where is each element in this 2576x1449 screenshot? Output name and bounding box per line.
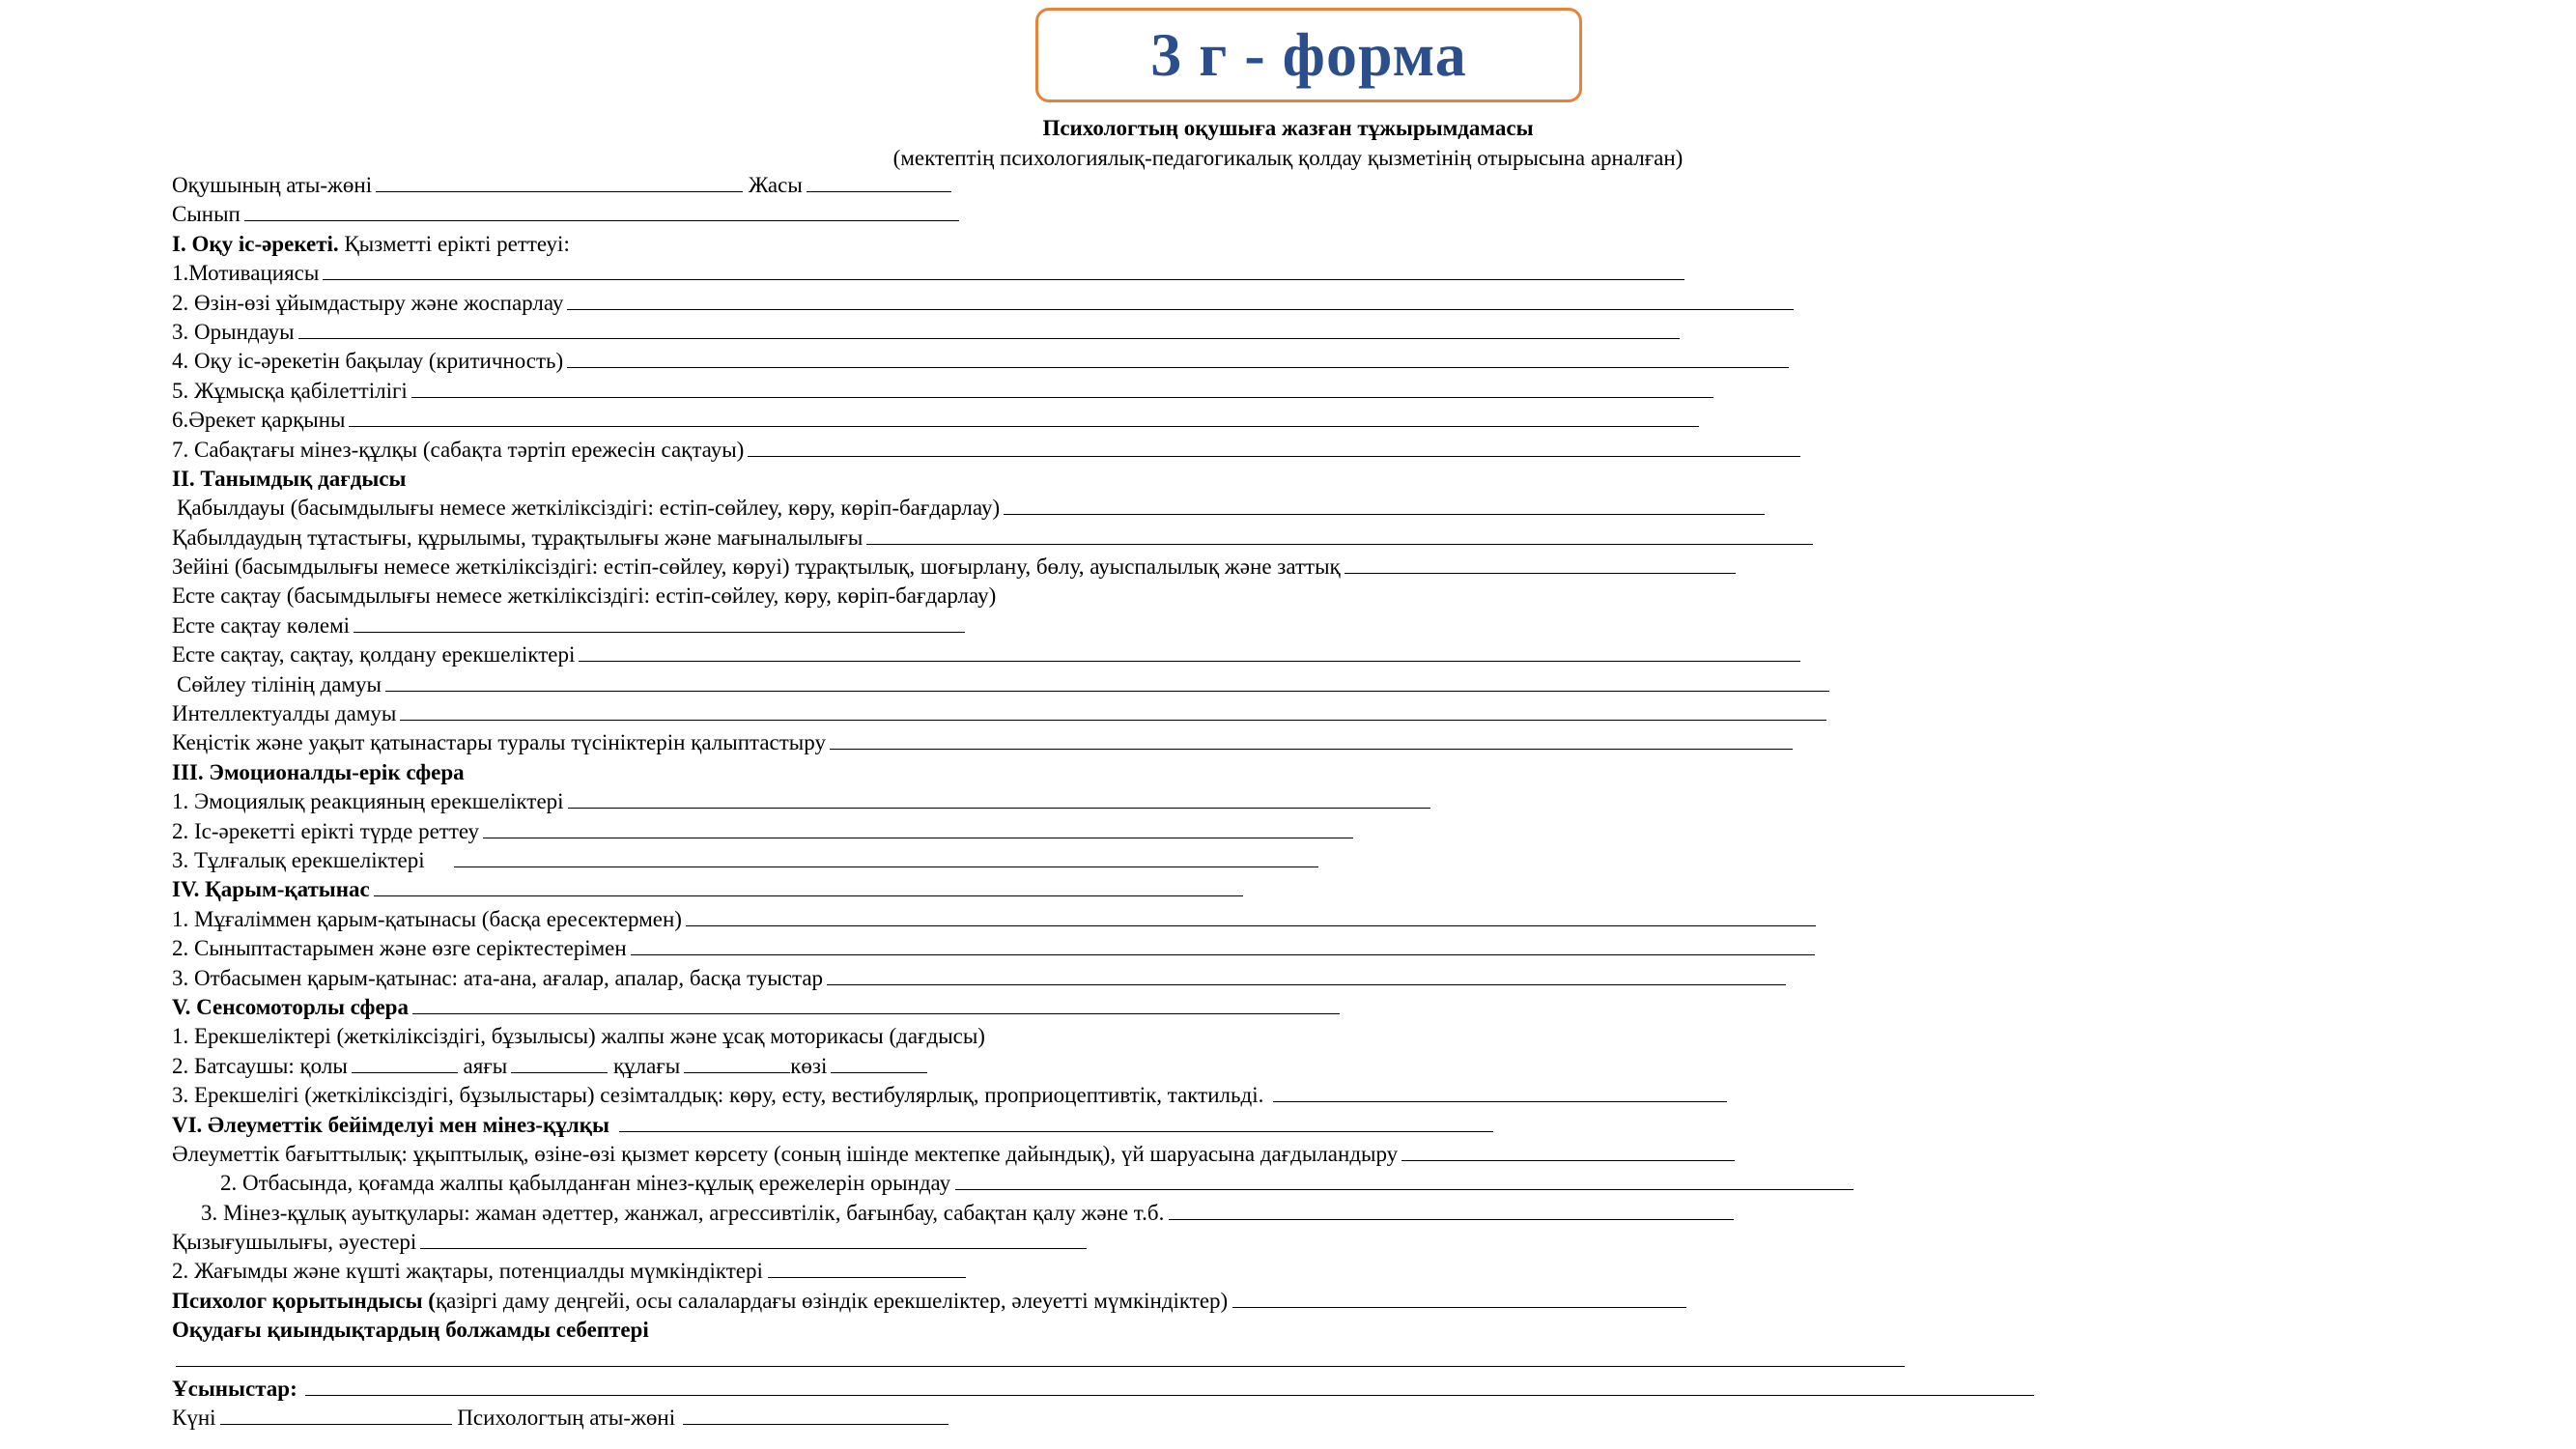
document-title: Психологтың оқушыға жазған тұжырымдамасы	[1042, 116, 1534, 140]
form-line	[172, 1199, 2393, 1228]
section-heading: III. Эмоционалды-ерік сфера	[172, 759, 465, 784]
form-line	[172, 611, 2393, 640]
form-line	[172, 1228, 2393, 1257]
field-label: 2. Сыныптастарымен және өзге серіктестерімен	[172, 936, 627, 961]
form-line	[172, 846, 2393, 875]
field-label: 2. Өзін-өзі ұйымдастыру және жоспарлау	[172, 290, 564, 315]
section-heading: V. Сенсомоторлы сфера	[172, 994, 409, 1019]
form-line	[172, 1346, 2393, 1375]
fill-in-blank[interactable]	[1004, 495, 1765, 515]
field-label: Күні	[172, 1406, 216, 1431]
field-label: Психологтың аты-жөні	[457, 1406, 676, 1431]
fill-in-blank[interactable]	[683, 1405, 948, 1425]
field-label: Есте сақтау (басымдылығы немесе жеткіліксіздігі: естіп-сөйлеу, көру, көріп-бағдарлау)	[172, 583, 997, 609]
fill-in-blank[interactable]	[684, 1053, 790, 1073]
field-label: 6.Әрекет қарқыны	[172, 408, 346, 433]
fill-in-blank[interactable]	[1345, 554, 1736, 574]
form-line	[172, 670, 2393, 699]
field-label: Қабылдаудың тұтастығы, құрылымы, тұрақтылығы және мағыналылығы	[172, 525, 863, 550]
field-label: 5. Жұмысқа қабілеттілігі	[172, 378, 408, 403]
form-line	[172, 905, 2393, 934]
form-line	[172, 699, 2393, 728]
section-heading: Психолог қорытындысы (	[172, 1288, 436, 1313]
field-label: 2. Отбасында, қоғамда жалпы қабылданған мінез-құлық ережелерін орындау	[220, 1171, 951, 1196]
fill-in-blank[interactable]	[827, 965, 1786, 985]
field-label: 3. Орындауы	[172, 319, 295, 344]
fill-in-blank[interactable]	[323, 260, 1684, 280]
fill-in-blank[interactable]	[376, 172, 743, 192]
fill-in-blank[interactable]	[420, 1229, 1087, 1249]
fill-in-blank[interactable]	[349, 407, 1699, 427]
form-line	[172, 200, 2393, 229]
fill-in-blank[interactable]	[298, 319, 1680, 339]
fill-in-blank[interactable]	[511, 1053, 608, 1073]
form-line	[172, 934, 2393, 963]
fill-in-blank[interactable]	[830, 729, 1793, 750]
field-label: 4. Оқу іс-әрекетін бақылау (критичность)	[172, 349, 564, 374]
fill-in-blank[interactable]	[831, 1053, 927, 1073]
form-line	[172, 289, 2393, 318]
form-line	[172, 582, 2393, 611]
form-line	[172, 728, 2393, 757]
field-label: Әлеуметтік бағыттылық: ұқыптылық, өзіне-өзі қызмет көрсету (соның ішінде мектепке дайындық), үй шаруасына дағдыландыру	[172, 1141, 1399, 1166]
form-line	[172, 1169, 2393, 1198]
form-line	[172, 524, 2393, 553]
form-number: 3 г - форма	[1150, 20, 1467, 89]
fill-in-blank[interactable]	[686, 906, 1816, 926]
form-line	[172, 1316, 2393, 1345]
field-label: Сынып	[172, 202, 241, 227]
fill-in-blank[interactable]	[305, 1376, 2034, 1396]
field-label: 3. Ерекшелігі (жеткіліксіздігі, бұзылыстары) сезімталдық: көру, есту, вестибулярлық, проприоцептивтік, тактильді.	[172, 1083, 1264, 1108]
field-label: құлағы	[612, 1053, 681, 1078]
form-line	[172, 347, 2393, 376]
field-label: Зейіні (басымдылығы немесе жеткіліксіздігі: естіп-сөйлеу, көруі) тұрақтылық, шоғырлану, бөлу, ауыспалылық және заттық	[172, 554, 1341, 580]
form-line	[172, 230, 2393, 259]
fill-in-blank[interactable]	[176, 1347, 1905, 1367]
fill-in-blank[interactable]	[1273, 1082, 1727, 1102]
fill-in-blank[interactable]	[412, 994, 1340, 1014]
field-label: Есте сақтау, сақтау, қолдану ерекшеліктері	[172, 642, 576, 668]
form-line	[172, 436, 2393, 465]
fill-in-blank[interactable]	[400, 700, 1826, 721]
section-heading: Ұсыныстар:	[172, 1377, 297, 1402]
fill-in-blank[interactable]	[385, 671, 1829, 692]
fill-in-blank[interactable]	[374, 876, 1243, 896]
form-line	[172, 758, 2393, 787]
form-line	[172, 964, 2393, 993]
form-line	[172, 171, 2393, 200]
field-label: Интеллектуалды дамуы	[172, 701, 397, 726]
field-label: Есте сақтау көлемі	[172, 612, 351, 638]
fill-in-blank[interactable]	[244, 201, 959, 221]
form-line	[172, 1257, 2393, 1286]
form-line	[172, 259, 2393, 288]
fill-in-blank[interactable]	[220, 1405, 452, 1425]
field-label: 1. Эмоциялық реакцияның ерекшеліктері	[172, 789, 564, 814]
fill-in-blank[interactable]	[955, 1170, 1854, 1190]
field-label: қазіргі даму деңгейі, осы салалардағы өзіндік ерекшеліктер, әлеуетті мүмкіндіктер)	[435, 1288, 1229, 1313]
field-label: 3. Тұлғалық ерекшеліктері	[172, 847, 425, 872]
form-line	[172, 318, 2393, 347]
field-label: 2. Батсаушы: қолы	[172, 1053, 348, 1078]
field-label: 1. Мұғаліммен қарым-қатынасы (басқа ересектермен)	[172, 906, 682, 931]
field-label: 1. Ерекшеліктері (жеткіліксіздігі, бұзылысы) жалпы және ұсақ моторикасы (дағдысы)	[172, 1024, 985, 1049]
section-heading: VI. Әлеуметтік бейімделуі мен мінез-құлқы	[172, 1112, 609, 1137]
field-label: Жасы	[748, 173, 803, 197]
form-line	[172, 1081, 2393, 1110]
fill-in-blank[interactable]	[631, 935, 1815, 955]
fill-in-blank[interactable]	[1401, 1141, 1735, 1161]
fill-in-blank[interactable]	[567, 290, 1794, 310]
form-line	[172, 1052, 2393, 1081]
form-line	[172, 553, 2393, 582]
fill-in-blank[interactable]	[354, 612, 965, 633]
field-label: 7. Сабақтағы мінез-құлқы (сабақта тәртіп ережесін сақтауы)	[172, 437, 745, 462]
fill-in-blank[interactable]	[866, 525, 1813, 545]
fill-in-blank[interactable]	[579, 641, 1800, 662]
field-label: Сөйлеу тілінің дамуы	[177, 671, 382, 696]
form-line	[172, 1287, 2393, 1316]
field-label: 3. Отбасымен қарым-қатынас: ата-ана, ағалар, апалар, басқа туыстар	[172, 965, 824, 990]
section-heading: II. Танымдық дағдысы	[172, 466, 407, 491]
fill-in-blank[interactable]	[619, 1112, 1493, 1132]
form-line	[172, 817, 2393, 846]
field-label: аяғы	[463, 1053, 508, 1078]
field-label: 1.Мотивациясы	[172, 261, 320, 286]
form-line	[172, 787, 2393, 816]
form-number-badge	[1035, 8, 1582, 102]
form-line	[172, 1111, 2393, 1140]
fill-in-blank[interactable]	[567, 348, 1789, 368]
form-line	[172, 465, 2393, 494]
fill-in-blank[interactable]	[454, 847, 1318, 867]
form-line	[172, 1140, 2393, 1169]
form-line	[172, 993, 2393, 1022]
fill-in-blank[interactable]	[768, 1258, 966, 1278]
section-heading: Оқудағы қиындықтардың болжамды себептері	[172, 1318, 649, 1343]
fill-in-blank[interactable]	[568, 788, 1430, 809]
fill-in-blank[interactable]	[411, 378, 1713, 398]
section-heading: IV. Қарым-қатынас	[172, 877, 370, 902]
document-subtitle: (мектептің психологиялық-педагогикалық қолдау қызметінің отырысына арналған)	[892, 146, 1684, 170]
form-line	[172, 875, 2393, 904]
field-label: Қызығушылығы, әуестері	[172, 1230, 417, 1255]
field-label: Оқушының аты-жөні	[172, 173, 373, 197]
form-line	[172, 377, 2393, 406]
field-label: көзі	[790, 1053, 828, 1078]
field-label: Кеңістік және уақыт қатынастары туралы түсініктерін қалыптастыру	[172, 730, 826, 755]
field-label: Қабылдауы (басымдылығы немесе жеткіліксіздігі: естіп-сөйлеу, көру, көріп-бағдарлау)	[177, 496, 1001, 521]
form-line	[172, 1404, 2393, 1433]
form-line	[172, 494, 2393, 523]
form-line	[172, 1022, 2393, 1051]
form-line	[172, 406, 2393, 435]
fill-in-blank[interactable]	[483, 818, 1353, 838]
field-label: 2. Жағымды және күшті жақтары, потенциалды мүмкіндіктері	[172, 1259, 763, 1284]
form-body	[172, 171, 2393, 1434]
fill-in-blank[interactable]	[748, 437, 1800, 457]
section-heading: I. Оқу іс-әрекеті.	[172, 231, 339, 256]
fill-in-blank[interactable]	[1169, 1200, 1734, 1220]
fill-in-blank[interactable]	[807, 172, 951, 192]
fill-in-blank[interactable]	[352, 1053, 458, 1073]
field-label: Қызметті ерікті реттеуі:	[338, 231, 570, 256]
field-label: 2. Іс-әрекетті ерікті түрде реттеу	[172, 818, 480, 843]
field-label: 3. Мінез-құлық ауытқулары: жаман әдеттер, жанжал, агрессивтілік, бағынбау, сабақтан қалу және т.б.	[201, 1200, 1165, 1225]
fill-in-blank[interactable]	[1232, 1288, 1686, 1308]
form-line	[172, 640, 2393, 669]
form-line	[172, 1375, 2393, 1404]
